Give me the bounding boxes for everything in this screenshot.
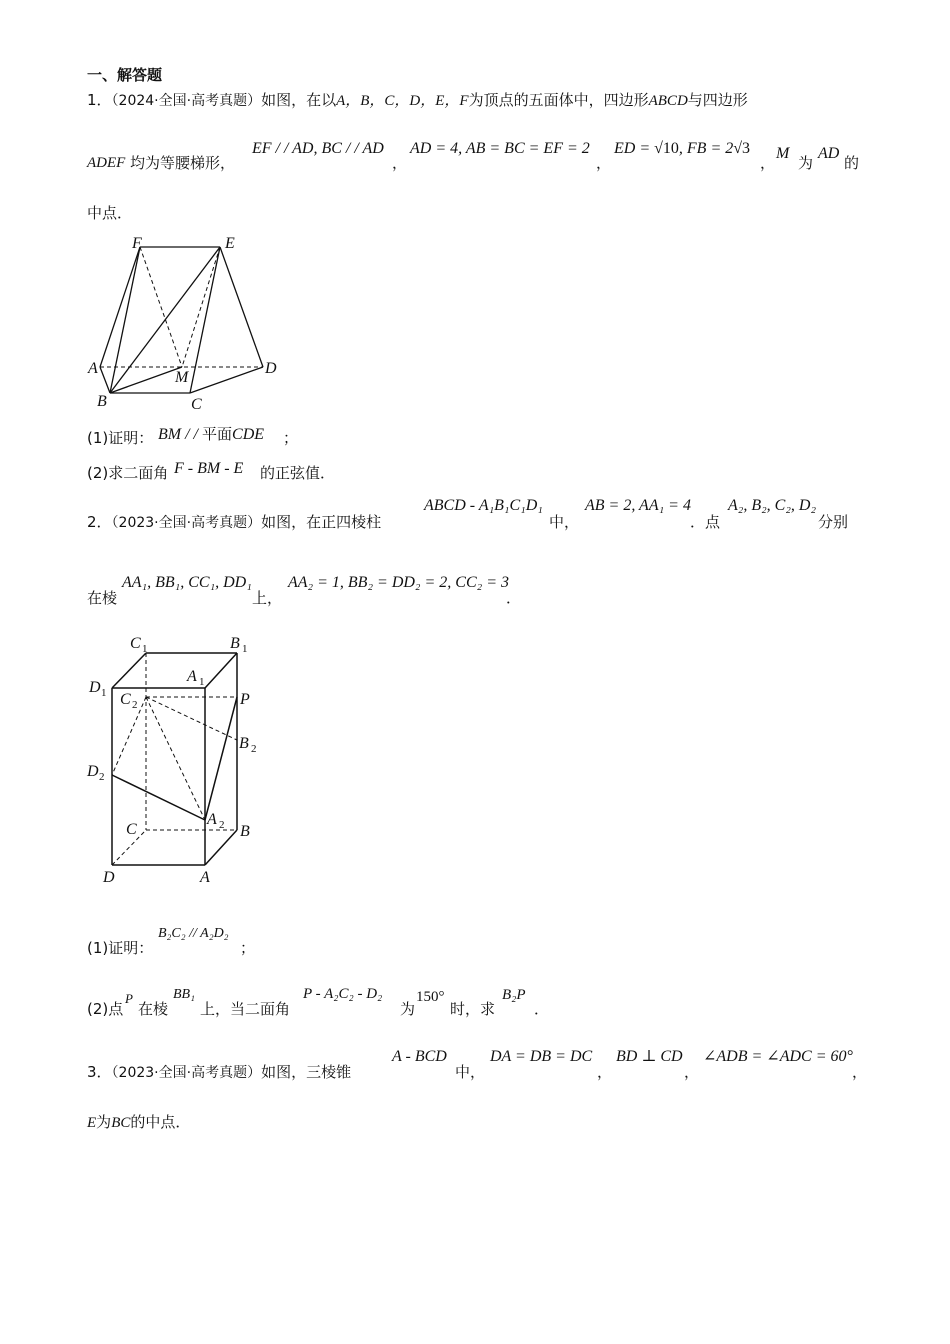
- q1-part2-expr: F - BM - E: [174, 460, 244, 477]
- label-D1: D: [89, 679, 101, 696]
- svg-text:1: 1: [242, 643, 248, 655]
- label-B1: B: [230, 635, 240, 652]
- label-B: B: [97, 393, 107, 410]
- q2-part2-c: 上，当二面角: [200, 1000, 291, 1018]
- q1-de: 的: [844, 154, 860, 172]
- q1-m: M: [776, 145, 790, 162]
- q2-part1-end: ；: [240, 939, 256, 957]
- label-A: A: [200, 869, 210, 886]
- label-D: D: [103, 869, 115, 886]
- svg-text:2: 2: [219, 819, 225, 831]
- label-P: P: [240, 691, 250, 708]
- q1-quad1: ABCD: [648, 93, 688, 109]
- q3-line1: 3．（2023·全国·高考真题）如图，三棱锥: [87, 1063, 352, 1081]
- q2-line2-text: 在棱: [87, 589, 118, 607]
- q2-part2-deg: 150°: [416, 989, 445, 1005]
- q1-quad2: ADEF: [87, 155, 126, 171]
- q2-part2-end: ．: [534, 1000, 550, 1018]
- q3-zhong: 中，: [455, 1063, 486, 1081]
- label-C: C: [126, 821, 137, 838]
- q2-part1-label: (1)证明：: [87, 939, 154, 957]
- q1-vertices: A，B，C，D，E，F: [336, 93, 469, 109]
- q1-wei: 为: [798, 154, 814, 172]
- q1-cond3: ED = √10, FB = 2√3: [614, 140, 751, 157]
- q2-part2-angle: P - A₂C₂ - D₂: [303, 986, 383, 1002]
- label-B2: B: [239, 735, 249, 752]
- q2-part1-expr: B₂C₂ // A₂D₂: [158, 926, 229, 941]
- q1-line1: [87, 93, 748, 109]
- svg-text:2: 2: [251, 743, 257, 755]
- q2-part2-bb1: BB₁: [173, 987, 195, 1002]
- q2-edges: AA₁, BB₁, CC₁, DD₁: [122, 574, 252, 591]
- q1-ad: AD: [818, 145, 840, 162]
- q1-text: 如图，在以: [261, 91, 337, 109]
- q2-part2-d: 为: [400, 1000, 416, 1018]
- q2-part2-p: P: [125, 991, 133, 1006]
- svg-text:1: 1: [199, 676, 205, 688]
- q3-cond1: DA = DB = DC: [490, 1048, 593, 1065]
- q3-comma1: ，: [597, 1063, 613, 1081]
- q2-fenbie: 分别: [818, 513, 849, 531]
- q1-comma3: ，: [760, 154, 776, 172]
- q2-line1: 2．（2023·全国·高考真题）如图，在正四棱柱: [87, 513, 382, 531]
- q3-comma3: ，: [852, 1063, 868, 1081]
- label-E: E: [225, 235, 235, 252]
- q1-cond1: EF / / AD, BC / / AD: [252, 140, 384, 157]
- q2-points: A₂, B₂, C₂, D₂: [728, 497, 817, 514]
- label-A1: A: [187, 668, 197, 685]
- label-A: A: [88, 360, 98, 377]
- q2-part2-b: 在棱: [138, 1000, 169, 1018]
- q2-cond1: AB = 2, AA₁ = 4: [585, 497, 691, 514]
- q2-prism: ABCD - A₁B₁C₁D₁: [424, 497, 543, 514]
- q1-cond2: AD = 4, AB = BC = EF = 2: [410, 140, 590, 157]
- label-D2: D: [87, 763, 99, 780]
- q1-figure: [85, 232, 285, 412]
- label-M: M: [175, 369, 189, 386]
- label-C1: C: [130, 635, 141, 652]
- q2-zhong: 中，: [549, 513, 580, 531]
- q2-cond2: AA₂ = 1, BB₂ = DD₂ = 2, CC₂ = 3: [288, 574, 509, 591]
- label-A2: A: [207, 811, 217, 828]
- q2-shang: 上，: [252, 589, 283, 607]
- q1-comma1: ，: [392, 154, 408, 172]
- svg-text:2: 2: [99, 771, 105, 783]
- label-D: D: [265, 360, 277, 377]
- q3-cond2: BD ⊥ CD: [616, 1048, 683, 1065]
- label-B: B: [240, 823, 250, 840]
- label-C: C: [191, 396, 202, 413]
- label-F: F: [132, 235, 142, 252]
- label-C2: C: [120, 691, 131, 708]
- q2-end: ．: [506, 589, 522, 607]
- q1-part2-label: (2)求二面角: [87, 464, 169, 482]
- q1-number: 1．: [87, 91, 112, 109]
- svg-text:1: 1: [142, 643, 148, 655]
- section-title: 一、解答题: [87, 66, 163, 84]
- q1-part1-expr: BM / / 平面CDE: [158, 425, 265, 443]
- q2-part2-a: (2)点: [87, 1000, 124, 1018]
- q1-text2: 为顶点的五面体中，四边形: [468, 91, 649, 109]
- q1-part1: (1)证明：: [87, 429, 154, 447]
- q3-cond3: ∠ADB = ∠ADC = 60°: [703, 1048, 853, 1065]
- q2-part2-e: 时，求: [450, 1000, 496, 1018]
- svg-text:2: 2: [132, 699, 138, 711]
- q2-part2-b2p: B₂P: [502, 987, 526, 1003]
- q1-text3: 与四边形: [687, 91, 748, 109]
- q1-source: （2024·全国·高考真题）: [111, 93, 262, 109]
- q1-line2-text: 均为等腰梯形，: [130, 154, 236, 172]
- q3-comma2: ，: [684, 1063, 700, 1081]
- q1-line3: 中点．: [87, 204, 133, 222]
- q1-comma2: ，: [596, 154, 612, 172]
- q2-figure: [85, 630, 265, 890]
- q2-dot: ．点: [690, 513, 721, 531]
- q3-line2: E为BC的中点．: [87, 1113, 191, 1131]
- q1-part1-end: ；: [283, 429, 299, 447]
- q3-pyramid: A - BCD: [392, 1048, 447, 1065]
- q1-part2-end: 的正弦值．: [260, 464, 336, 482]
- svg-text:1: 1: [101, 687, 107, 699]
